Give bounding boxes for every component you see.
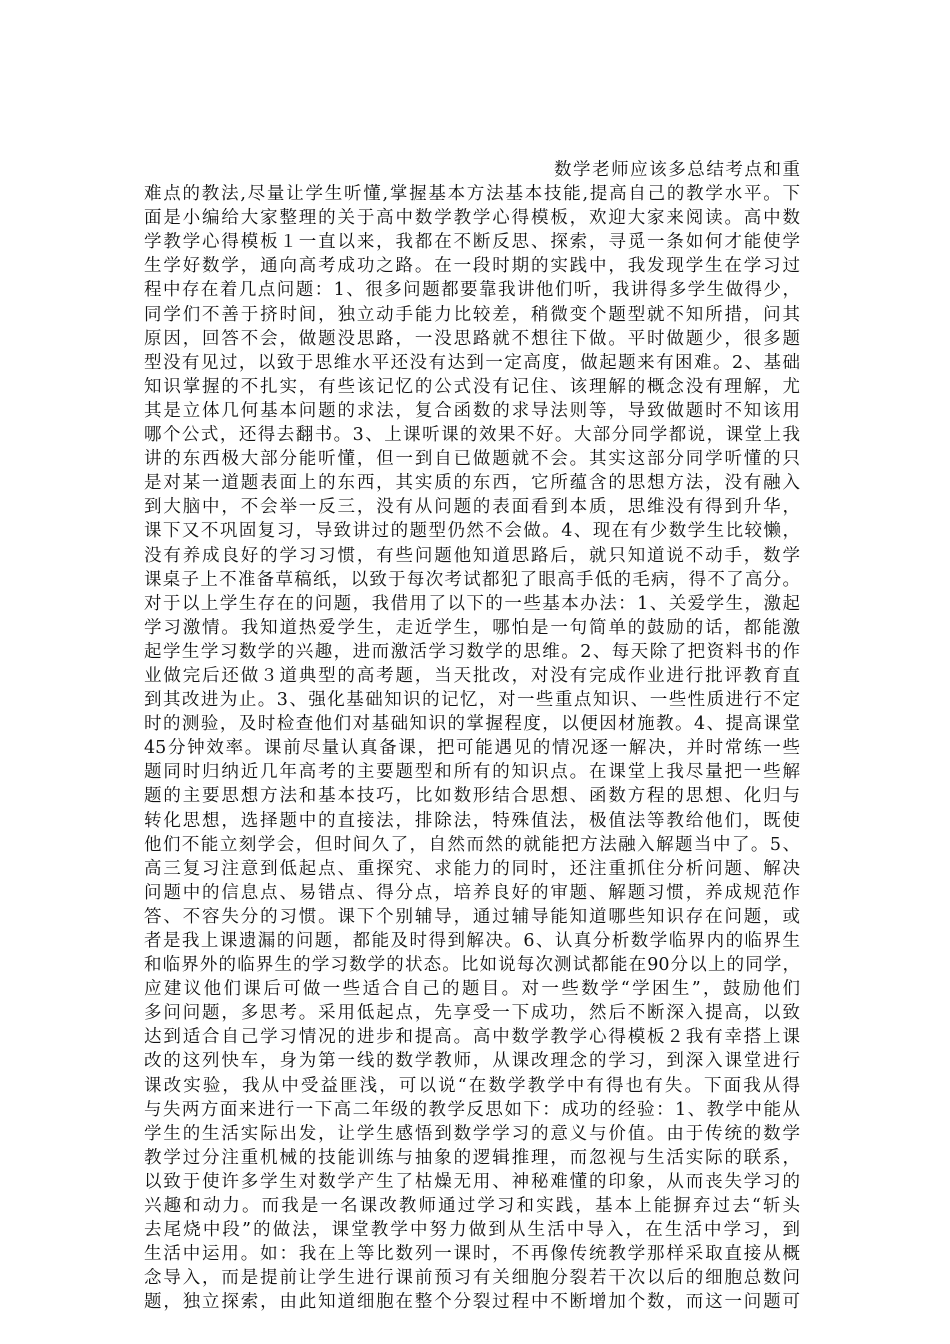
paragraph-line: 业做完后还做３道典型的高考题，当天批改，对没有完成作业进行批评教育直 [144,665,800,686]
paragraph-line: 学教学心得模板１一直以来，我都在不断反思、探索，寻觅一条如何才能使学 [144,232,800,253]
body-text [144,158,814,1315]
paragraph-line: 生活中运用。如：我在上等比数列一课时，不再像传统教学那样采取直接从概 [144,1244,800,1265]
paragraph-line: 原因，回答不会，做题没思路，一没思路就不想往下做。平时做题少，很多题 [144,328,800,349]
paragraph-line: 转化思想，选择题中的直接法，排除法，特殊值法，极值法等教给他们，既使 [144,810,800,831]
paragraph-line: 学生的生活实际出发，让学生感悟到数学学习的意义与价值。由于传统的数学 [144,1123,800,1144]
paragraph-line: 去尾烧中段”的做法，课堂教学中努力做到从生活中导入，在生活中学习，到 [144,1220,800,1241]
paragraph-line: 同学们不善于挤时间，独立动手能力比较差，稍微变个题型就不知所措，问其 [144,304,800,325]
paragraph-line: 没有养成良好的学习习惯，有些问题他知道思路后，就只知道说不动手，数学 [144,545,800,566]
paragraph-line: 到大脑中，不会举一反三，没有从问题的表面看到本质，思维没有得到升华， [144,497,800,518]
paragraph-line: 学习激情。我知道热爱学生，走近学生，哪怕是一句简单的鼓励的话，都能激 [144,617,800,638]
paragraph-line: 45分钟效率。课前尽量认真备课，把可能遇见的情况逐一解决，并时常练一些 [144,738,800,759]
paragraph-line: 哪个公式，还得去翻书。3、上课听课的效果不好。大部分同学都说，课堂上我 [144,425,800,446]
paragraph-line: 起学生学习数学的兴趣，进而激活学习数学的思维。2、每天除了把资料书的作 [144,641,800,662]
paragraph-line: 他们不能立刻学会，但时间久了，自然而然的就能把方法融入解题当中了。5、 [144,834,800,855]
paragraph-line: 讲的东西极大部分能听懂，但一到自已做题就不会。其实这部分同学听懂的只 [144,449,800,470]
paragraph-line: 与失两方面来进行一下高二年级的教学反思如下：成功的经验：1、教学中能从 [144,1099,800,1120]
paragraph-first-line: 数学老师应该多总结考点和重 [554,160,800,180]
paragraph-line: 时的测验，及时检查他们对基础知识的掌握程度，以便因材施教。4、提高课堂 [144,714,800,735]
paragraph-line: 课下又不巩固复习，导致讲过的题型仍然不会做。4、现在有少数学生比较懒， [144,521,800,542]
paragraph-line: 是对某一道题表面上的东西，其实质的东西，它所蕴含的思想方法，没有融入 [144,473,800,494]
paragraph-line: 应建议他们课后可做一些适合自己的题目。对一些数学“学困生”，鼓励他们 [144,979,800,1000]
paragraph-line: 到其改进为止。3、强化基础知识的记忆，对一些重点知识、一些性质进行不定 [144,690,800,711]
paragraph-line: 达到适合自己学习情况的进步和提高。高中数学教学心得模板２我有幸搭上课 [144,1027,800,1048]
paragraph-line: 改的这列快车，身为第一线的数学教师，从课改理念的学习，到深入课堂进行 [144,1051,800,1072]
paragraph-line: 难点的教法,尽量让学生听懂,掌握基本方法基本技能,提高自己的教学水平。下 [144,184,800,205]
paragraph-line: 型没有见过，以致于思维水平还没有达到一定高度，做起题来有困难。2、基础 [144,352,800,373]
paragraph-line: 课桌子上不准备草稿纸，以致于每次考试都犯了眼高手低的毛病，得不了高分。 [144,569,800,590]
paragraph-line: 题，独立探索，由此知道细胞在整个分裂过程中不断增加个数，而这一问题可 [144,1292,800,1313]
paragraph-line: 高三复习注意到低起点、重探究、求能力的同时，还注重抓住分析问题、解决 [144,858,800,879]
paragraph-line: 多问问题，多思考。采用低起点，先享受一下成功，然后不断深入提高，以致 [144,1003,800,1024]
paragraph-line: 题同时归纳近几年高考的主要题型和所有的知识点。在课堂上我尽量把一些解 [144,762,800,783]
paragraph-line: 以致于使许多学生对数学产生了枯燥无用、神秘难懂的印象，从而丧失学习的 [144,1171,800,1192]
paragraph-line: 教学过分注重机械的技能训练与抽象的逻辑推理，而忽视与生活实际的联系， [144,1147,800,1168]
paragraph-line: 知识掌握的不扎实，有些该记忆的公式没有记住、该理解的概念没有理解，尤 [144,376,800,397]
paragraph-line: 和临界外的临界生的学习数学的状态。比如说每次测试都能在90分以上的同学， [144,955,800,976]
paragraph-line: 题的主要思想方法和基本技巧，比如数形结合思想、函数方程的思想、化归与 [144,786,800,807]
paragraph-line: 其是立体几何基本问题的求法，复合函数的求导法则等，导致做题时不知该用 [144,400,800,421]
paragraph-line: 者是我上课遗漏的问题，都能及时得到解决。6、认真分析数学临界内的临界生 [144,931,800,951]
paragraph-line: 答、不容失分的习惯。课下个别辅导，通过辅导能知道哪些知识存在问题，或 [144,906,800,927]
paragraph-line: 程中存在着几点问题：1、很多问题都要靠我讲他们听，我讲得多学生做得少， [144,280,800,301]
paragraph-line: 面是小编给大家整理的关于高中数学教学心得模板，欢迎大家来阅读。高中数 [144,208,800,229]
paragraph-line: 念导入，而是提前让学生进行课前预习有关细胞分裂若干次以后的细胞总数问 [144,1268,800,1289]
paragraph-line: 对于以上学生存在的问题，我借用了以下的一些基本办法：1、关爱学生，激起 [144,593,800,614]
paragraph-line: 问题中的信息点、易错点、得分点，培养良好的审题、解题习惯，养成规范作 [144,882,800,903]
paragraph-line: 生学好数学，通向高考成功之路。在一段时期的实践中，我发现学生在学习过 [144,256,800,277]
paragraph-line: 兴趣和动力。而我是一名课改教师通过学习和实践，基本上能摒弃过去“斩头 [144,1196,800,1217]
paragraph-line: 课改实验，我从中受益匪浅，可以说“在数学教学中有得也有失。下面我从得 [144,1075,800,1096]
